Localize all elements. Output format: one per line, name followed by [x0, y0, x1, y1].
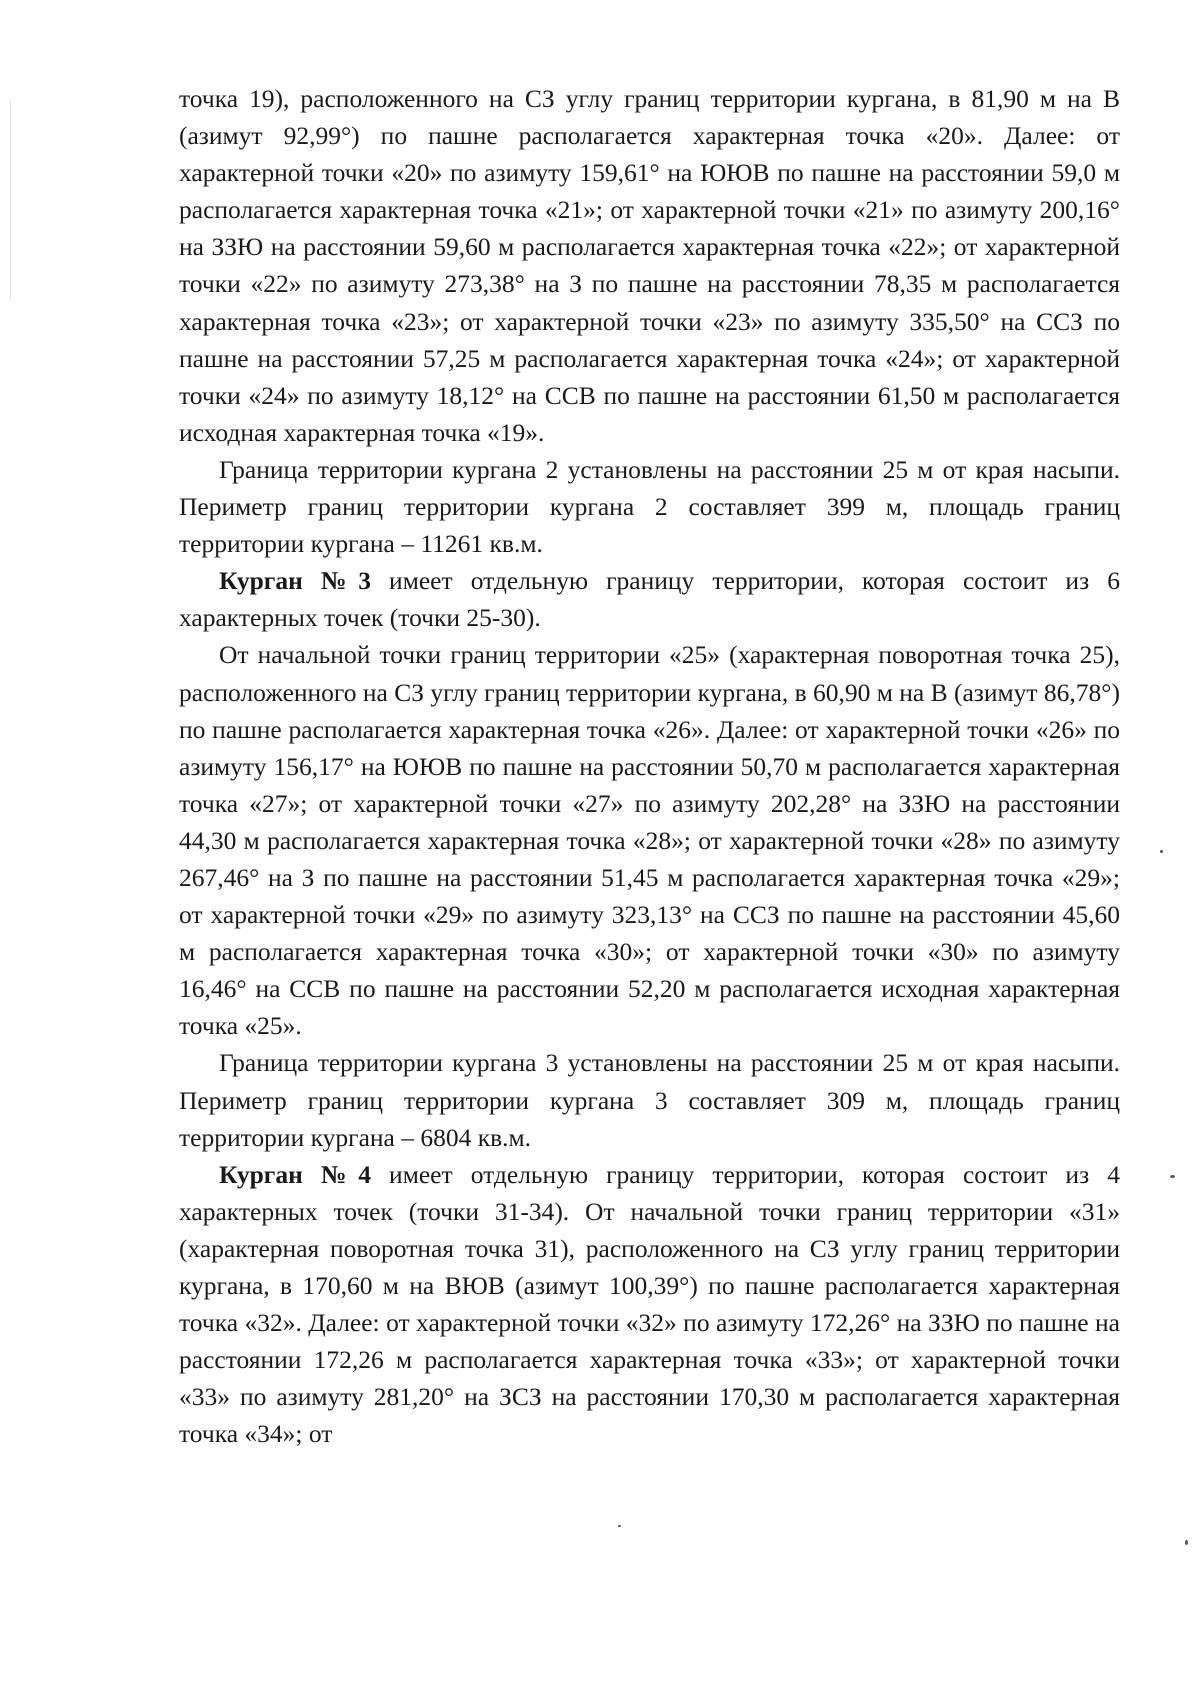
paragraph-6-heading: Курган №4: [219, 1159, 371, 1189]
paragraph-5: [179, 1044, 1120, 1155]
paragraph-3-text: имеет отдельную границу территории, которая состоит из 6 характерных точек (точки 25-30).: [179, 566, 1120, 633]
paragraph-1: [179, 80, 1120, 451]
paragraph-4: [179, 636, 1120, 1044]
scan-speck: [1170, 1175, 1175, 1178]
paragraph-2-text: Граница территории кургана 2 установлены на расстоянии 25 м от края насыпи. Периметр границ территории кургана 2 составляет 399 м, площадь границ территории кургана – 11261 кв.м.: [179, 454, 1120, 559]
paragraph-3: [179, 562, 1120, 636]
paragraph-3-heading: Курган №3: [219, 566, 371, 596]
paragraph-1-text: точка 19), расположенного на СЗ углу границ территории кургана, в 81,90 м на В (азимут 92,99°) по пашне располагается характерная точка «20». Далее: от характерной точки «20» по азимуту 159,61° на ЮЮВ по пашне на расстоянии 59,0 м располагается характерная точка «21»; от характерной точки «21» по азимуту 200,16° на ЗЗЮ на расстоянии 59,60 м располагается характерная точка «22»; от характерной точки «22» по азимуту 273,38° на З по пашне на расстоянии 78,35 м располагается характерная точка «23»; от характерной точки «23» по азимуту 335,50° на ССЗ по пашне на расстоянии 57,25 м располагается характерная точка «24»; от характерной точки «24» по азимуту 18,12° на ССВ по пашне на расстоянии 61,50 м располагается исходная характерная точка «19».: [179, 84, 1120, 447]
paragraph-6-text: имеет отдельную границу территории, которая состоит из 4 характерных точек (точки 31-34). От начальной точки границ территории «31» (характерная поворотная точка 31), расположенного на СЗ углу границ территории кургана, в 170,60 м на ВЮВ (азимут 100,39°) по пашне располагается характерная точка «32». Далее: от характерной точки «32» по азимуту 172,26° на ЗЗЮ по пашне на расстоянии 172,26 м располагается характерная точка «33»; от характерной точки «33» по азимуту 281,20° на ЗСЗ на расстоянии 170,30 м располагается характерная точка «34»; от: [179, 1159, 1120, 1449]
scan-speck: [1160, 850, 1163, 853]
paragraph-5-text: Граница территории кургана 3 установлены на расстоянии 25 м от края насыпи. Периметр границ территории кургана 3 составляет 309 м, площадь границ территории кургана – 6804 кв.м.: [179, 1048, 1120, 1152]
paragraph-6: [179, 1156, 1120, 1453]
scan-edge-line: [10, 100, 11, 300]
scan-speck: [1185, 1540, 1188, 1545]
paragraph-4-text: От начальной точки границ территории «25» (характерная поворотная точка 25), расположенного на СЗ углу границ территории кургана, в 60,90 м на В (азимут 86,78°) по пашне располагается характерная точка «26». Далее: от характерной точки «26» по азимуту 156,17° на ЮЮВ по пашне на расстоянии 50,70 м располагается характерная точка «27»; от характерной точки «27» по азимуту 202,28° на ЗЗЮ на расстоянии 44,30 м располагается характерная точка «28»; от характерной точки «28» по азимуту 267,46° на З по пашне на расстоянии 51,45 м располагается характерная точка «29»; от характерной точки «29» по азимуту 323,13° на ССЗ по пашне на расстоянии 45,60 м располагается характерная точка «30»; от характерной точки «30» по азимуту 16,46° на ССВ по пашне на расстоянии 52,20 м располагается исходная характерная точка «25».: [179, 640, 1120, 1041]
document-body: [179, 80, 1120, 1452]
paragraph-2: [179, 451, 1120, 562]
scan-speck: [618, 1525, 621, 1527]
